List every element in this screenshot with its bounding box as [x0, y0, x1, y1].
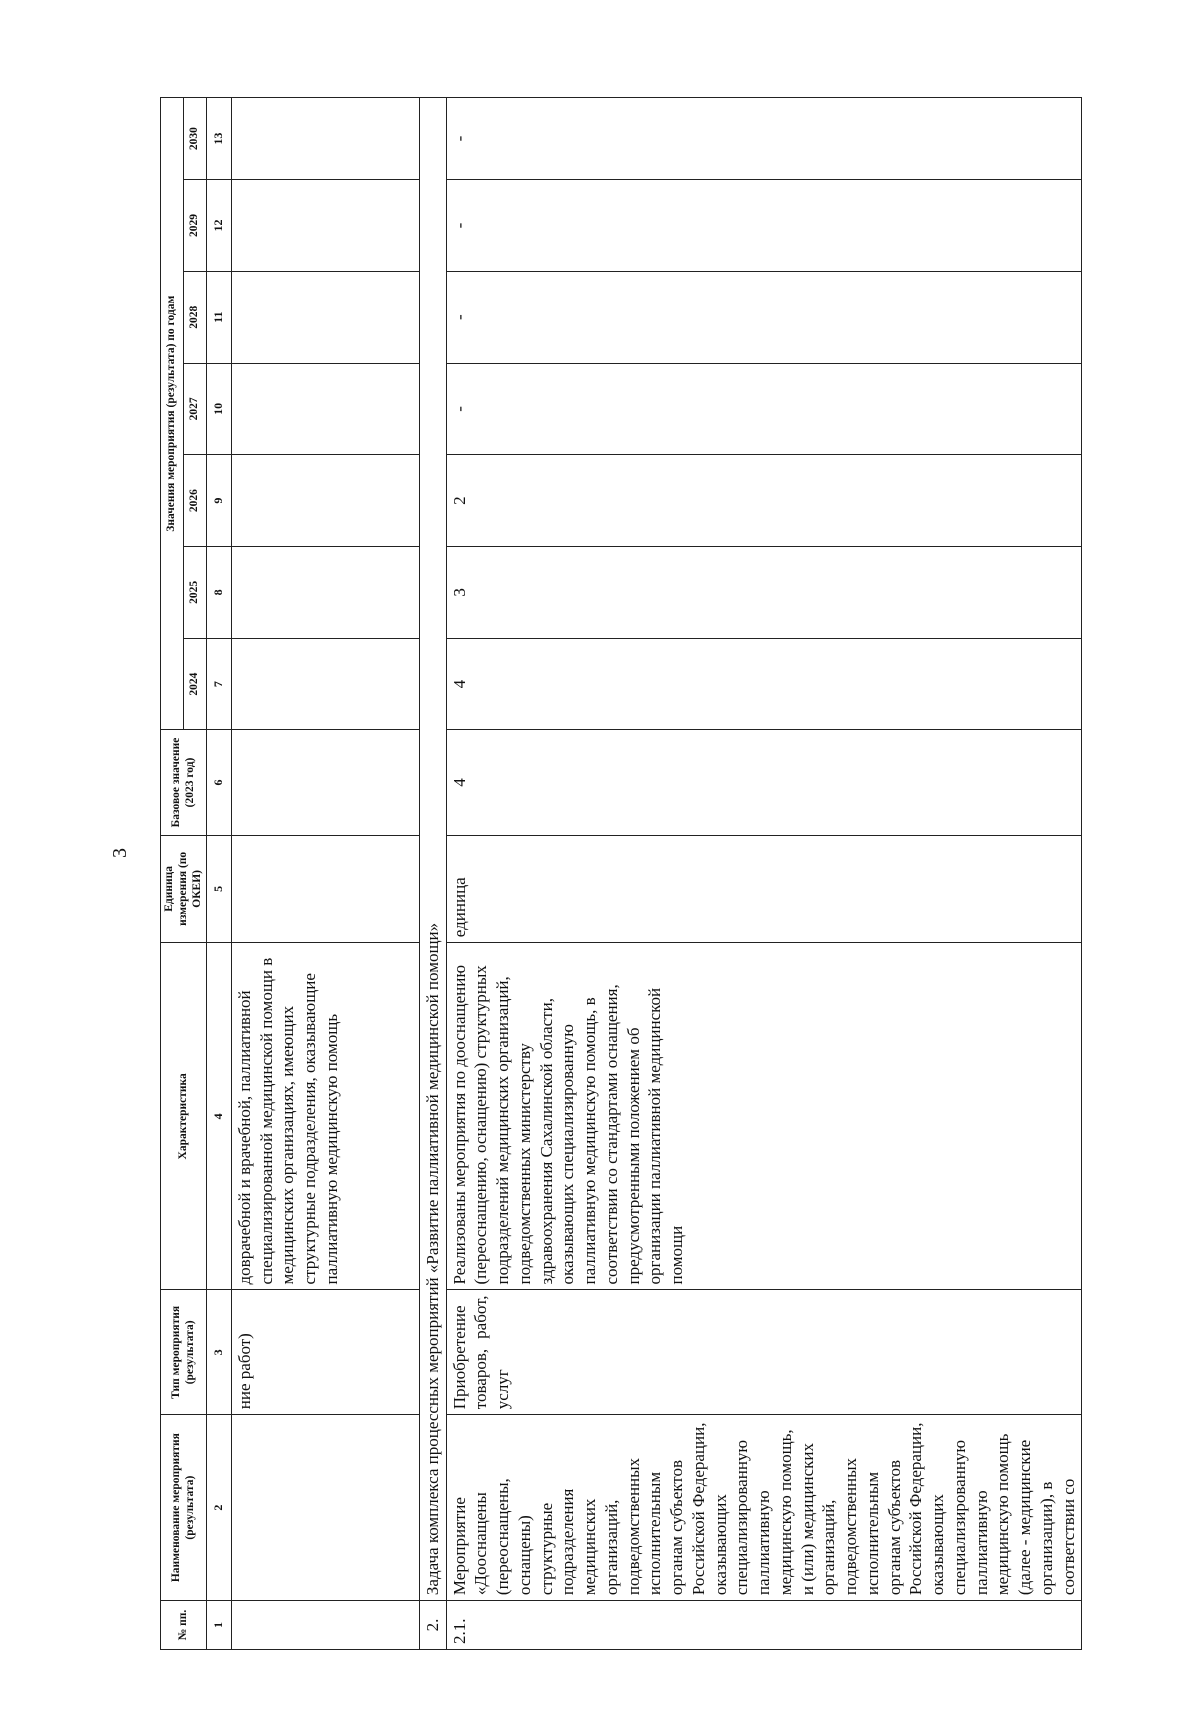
- item-characteristic: Реализованы мероприятия по дооснащению (переоснащению, оснащению) структурных подразделений медицинских организаций, подведомственных министерству здравоохранения Сахалинской области, оказывающих специализированную паллиативную медицинскую помощь, в соответствии со стандартами оснащения, предусмотренными положением об организации паллиативной медицинской помощи: [446, 943, 1082, 1290]
- task-text: Задача комплекса процессных мероприятий «Развитие паллиативной медицинской помощи»: [419, 98, 446, 1601]
- header-name: Наименование мероприятия (результата): [161, 1415, 207, 1601]
- item-type: Приобретение товаров, работ, услуг: [446, 1290, 1082, 1415]
- header-base: Базовое значение (2023 год): [161, 730, 207, 835]
- column-number: 7: [207, 638, 231, 730]
- header-unit: Единица измерения (по ОКЕИ): [161, 835, 207, 943]
- item-value-2025: 3: [446, 546, 1082, 638]
- header-year: 2024: [184, 638, 207, 730]
- item-unit: единица: [446, 835, 1082, 943]
- task-row: [419, 98, 446, 1650]
- column-number: 11: [207, 271, 231, 363]
- item-num: 2.1.: [446, 1601, 1082, 1650]
- item-row: [446, 98, 1082, 1650]
- header-type: Тип мероприятия (результата): [161, 1290, 207, 1415]
- item-value-2026: 2: [446, 455, 1082, 547]
- continuation-type: ние работ): [231, 1290, 419, 1415]
- header-values-group: Значения мероприятия (результата) по годам: [161, 98, 184, 730]
- header-year: 2030: [184, 98, 207, 180]
- item-value-2027: -: [446, 363, 1082, 455]
- header-year: 2028: [184, 271, 207, 363]
- column-number: 1: [207, 1601, 231, 1650]
- header-row-1: [161, 98, 184, 1650]
- column-number-row: [207, 98, 231, 1650]
- header-year: 2027: [184, 363, 207, 455]
- column-number: 8: [207, 546, 231, 638]
- events-table: [160, 97, 1082, 1650]
- item-base-value: 4: [446, 730, 1082, 835]
- column-number: 5: [207, 835, 231, 943]
- header-year: 2029: [184, 180, 207, 272]
- column-number: 9: [207, 455, 231, 547]
- header-year: 2025: [184, 546, 207, 638]
- continuation-row: [231, 98, 419, 1650]
- item-name: Мероприятие «Дооснащены (переоснащены, оснащены) структурные подразделения медицинских организаций, подведомственных исполнительным органам субъектов Российской Федерации, оказывающих специализированную паллиативную медицинскую помощь, и (или) медицинских организаций, подведомственных исполнительным органам субъектов Российской Федерации, оказывающих специализированную паллиативную медицинскую помощь (далее - медицинские организации), в соответствии со: [446, 1415, 1082, 1601]
- continuation-characteristic: доврачебной и врачебной, паллиативной специализированной медицинской помощи в медицинских организациях, имеющих структурные подразделения, оказывающие паллиативную медицинскую помощь: [231, 943, 419, 1290]
- header-num: № пп.: [161, 1601, 207, 1650]
- column-number: 6: [207, 730, 231, 835]
- task-num: 2.: [419, 1601, 446, 1650]
- page-number: 3: [109, 848, 131, 858]
- item-value-2028: -: [446, 271, 1082, 363]
- item-value-2030: -: [446, 98, 1082, 180]
- item-value-2029: -: [446, 180, 1082, 272]
- item-value-2024: 4: [446, 638, 1082, 730]
- column-number: 4: [207, 943, 231, 1290]
- column-number: 13: [207, 98, 231, 180]
- column-number: 10: [207, 363, 231, 455]
- header-characteristic: Характеристика: [161, 943, 207, 1290]
- header-year: 2026: [184, 455, 207, 547]
- column-number: 12: [207, 180, 231, 272]
- column-number: 2: [207, 1415, 231, 1601]
- column-number: 3: [207, 1290, 231, 1415]
